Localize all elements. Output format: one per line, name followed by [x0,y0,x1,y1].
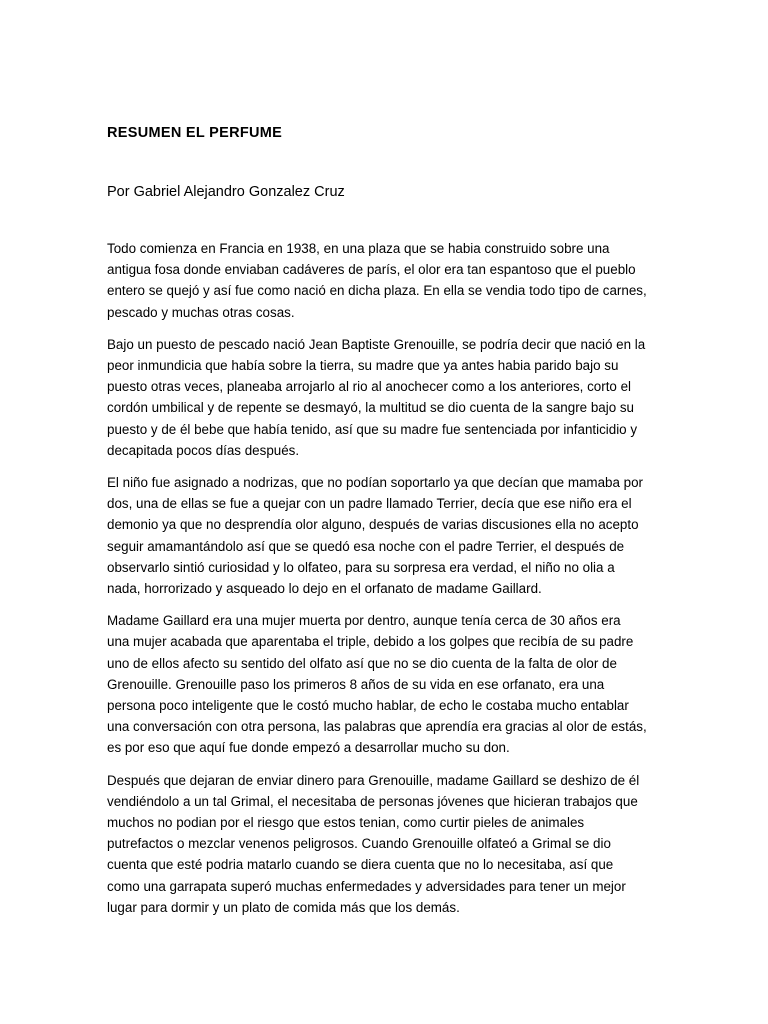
paragraph-line: Madame Gaillard era una mujer muerta por dentro, aunque tenía cerca de 30 años era [107,613,621,629]
paragraph-line: vendiéndolo a un tal Grimal, el necesitaba de personas jóvenes que hicieran trabajos que [107,793,638,809]
paragraph-line: uno de ellos afecto su sentido del olfato así que no se dio cuenta de la falta de olor de [107,655,617,671]
paragraph-line: peor inmundicia que había sobre la tierra, su madre que ya antes habia parido bajo su [107,358,619,374]
paragraph-line: muchos no podian por el riesgo que estos tenian, como curtir pieles de animales [107,815,585,831]
paragraph-line: putrefactos o mezclar venenos peligrosos. Cuando Grenouille olfateó a Grimal se dio [107,836,611,852]
paragraph-line: cuenta que esté podria matarlo cuando se diera cuenta que no lo necesitaba, así que [107,857,614,873]
paragraph-line: puesto y de él bebe que había tenido, así que su madre fue sentenciada por infanticidio y [107,421,638,437]
paragraph-line: Bajo un puesto de pescado nació Jean Baptiste Grenouille, se podría decir que nació en la [107,336,646,352]
paragraph-line: lugar para dormir y un plato de comida más que los demás. [107,899,460,915]
paragraph-line: Grenouille. Grenouille paso los primeros 8 años de su vida en ese orfanato, era una [107,676,605,692]
paragraph-line: una conversación con otra persona, las palabras que aprendía era gracias al olor de estás, [107,719,647,735]
paragraph-line: una mujer acabada que aparentaba el triple, debido a los golpes que recibía de su padre [107,634,634,650]
paragraph-line: antigua fosa donde enviaban cadáveres de parís, el olor era tan espantoso que el pueblo [107,262,636,278]
paragraph-line: El niño fue asignado a nodrizas, que no podían soportarlo ya que decían que mamaba por [107,475,643,491]
paragraph [107,770,663,918]
paragraph-line: observarlo sintió curiosidad y lo olfateo, para su sorpresa era verdad, el niño no olia a [107,559,615,575]
paragraph-line: Todo comienza en Francia en 1938, en una plaza que se habia construido sobre una [107,241,610,256]
paragraph-line: dos, una de ellas se fue a quejar con un padre llamado Terrier, decía que ese niño era el [107,496,632,512]
paragraph [107,472,663,599]
paragraph-line: es por eso que aquí fue donde empezó a desarrollar mucho su don. [107,740,510,756]
paragraph-line: persona poco inteligente que le costó mucho hablar, de echo le costaba mucho entablar [107,698,629,714]
paragraph-line: cordón umbilical y de repente se desmayó, la multitud se dio cuenta de la sangre bajo su [107,400,635,416]
paragraph-line: seguir amamantándolo así que se quedó esa noche con el padre Terrier, el después de [107,538,625,554]
paragraph-line: pescado y muchas otras cosas. [107,304,295,320]
document-author: Por Gabriel Alejandro Gonzalez Cruz [107,184,345,200]
paragraph-line: como una garrapata superó muchas enfermedades y adversidades para tener un mejor [107,878,626,894]
paragraph-line: nada, horrorizado y asqueado lo dejo en el orfanato de madame Gaillard. [107,581,542,597]
paragraph-line: demonio ya que no desprendía olor alguno, después de varias discusiones ella no acepto [107,517,639,533]
paragraph-line: entero se quejó y así fue como nació en dicha plaza. En ella se vendia todo tipo de carnes, [107,283,647,299]
paragraph-line: Después que dejaran de enviar dinero para Grenouille, madame Gaillard se deshizo de él [107,772,640,788]
paragraph [107,238,663,323]
document-title: RESUMEN EL PERFUME [107,125,283,141]
document-body [107,238,663,929]
paragraph [107,610,663,758]
paragraph-line: decapitada pocos días después. [107,442,300,458]
paragraph [107,334,663,461]
paragraph-line: puesto otras veces, planeaba arrojarlo al rio al anochecer como a los anteriores, corto el [107,379,632,395]
